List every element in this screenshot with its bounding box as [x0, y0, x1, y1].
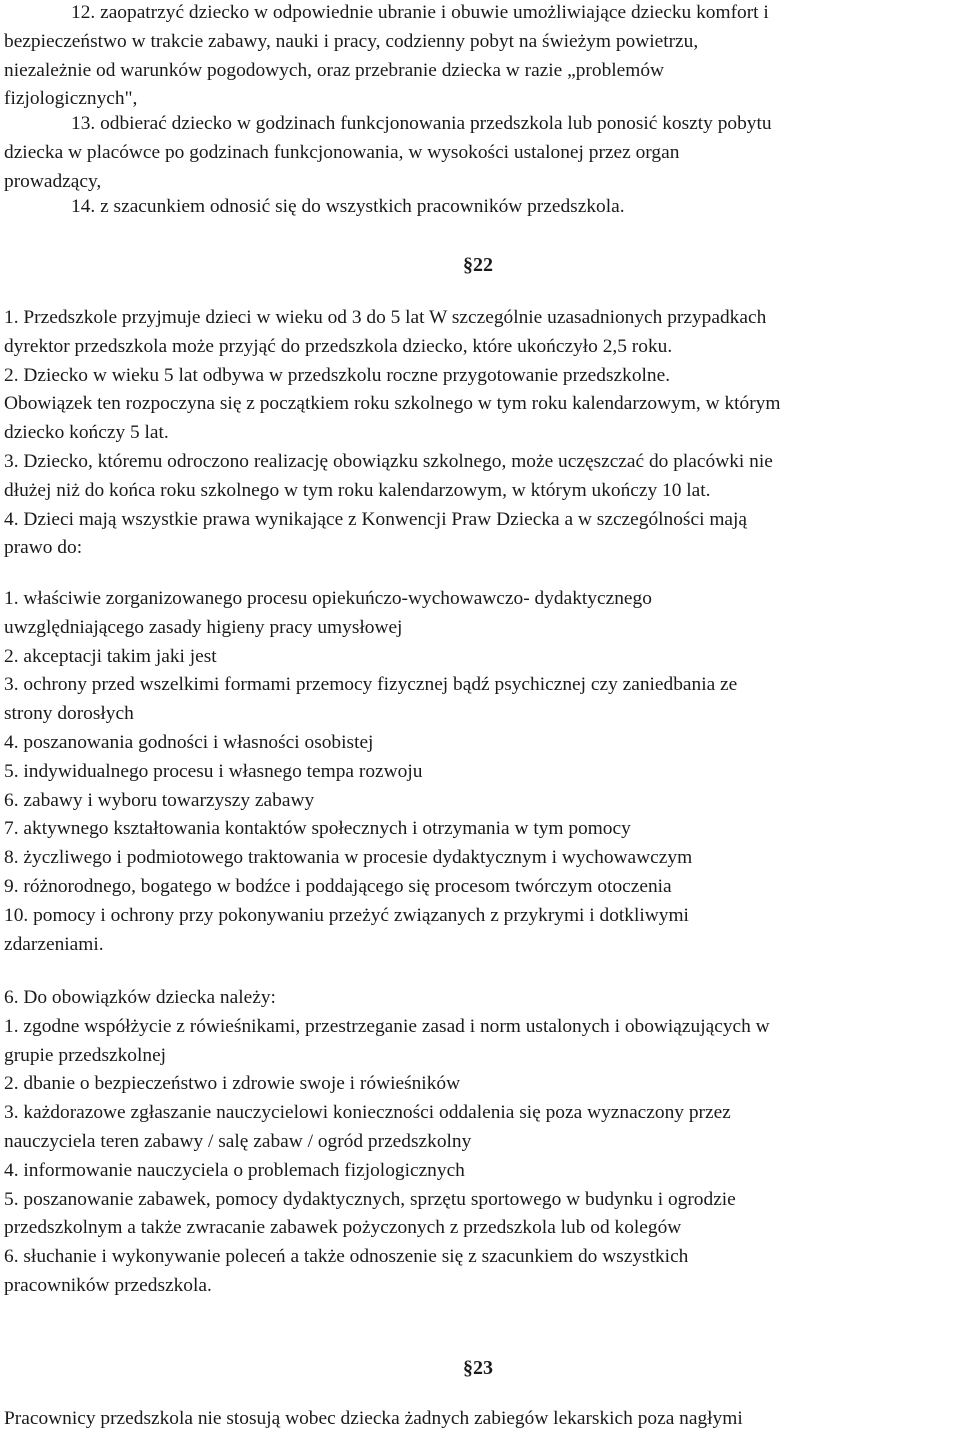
list-item: grupie przedszkolnej [4, 1044, 167, 1066]
list-item: 5. poszanowanie zabawek, pomocy dydaktycznych, sprzętu sportowego w budynku i ogrodzie [4, 1188, 736, 1210]
list-item: 3. ochrony przed wszelkimi formami przemocy fizycznej bądź psychicznej czy zaniedbania ze [4, 674, 738, 696]
text-line: prowadzący, [4, 170, 102, 192]
text-line: 14. z szacunkiem odnosić się do wszystkich pracowników przedszkola. [71, 196, 625, 217]
rights-list [4, 585, 959, 959]
section-heading-22 [463, 251, 493, 280]
list-item: 2. akceptacji takim jaki jest [4, 645, 217, 667]
list-item: 5. indywidualnego procesu i własnego tempa rozwoju [4, 760, 423, 782]
text-line: 1. Przedszkole przyjmuje dzieci w wieku od 3 do 5 lat W szczególnie uzasadnionych przypadkach [4, 307, 767, 328]
section-22-paragraph [4, 304, 959, 563]
section-23-paragraph [4, 1405, 959, 1434]
list-item: pracowników przedszkola. [4, 1274, 212, 1296]
list-item-14 [71, 193, 959, 222]
text-line: prawo do: [4, 537, 83, 559]
section-mark: § [463, 1357, 473, 1379]
text-line: Pracownicy przedszkola nie stosują wobec dziecka żadnych zabiegów lekarskich poza nagłymi [4, 1408, 743, 1429]
list-item-13-continuation [4, 139, 959, 197]
list-item: 7. aktywnego kształtowania kontaktów społecznych i otrzymania w tym pomocy [4, 818, 631, 840]
list-item-13 [71, 110, 959, 139]
list-item: 3. każdorazowe zgłaszanie nauczycielowi konieczności oddalenia się poza wyznaczony przez [4, 1102, 731, 1124]
list-item-12 [71, 0, 959, 28]
duties-list [4, 984, 959, 1301]
list-item: 1. zgodne współżycie z rówieśnikami, przestrzeganie zasad i norm ustalonych i obowiązujących w [4, 1015, 770, 1037]
text-line: bezpieczeństwo w trakcie zabawy, nauki i pracy, codzienny pobyt na świeżym powietrzu, [4, 30, 699, 52]
section-mark: § [463, 254, 473, 276]
section-heading-23 [463, 1354, 493, 1383]
text-line: dłużej niż do końca roku szkolnego w tym roku kalendarzowym, w którym ukończy 10 lat. [4, 479, 711, 501]
text-line: niezależnie od warunków pogodowych, oraz przebranie dziecka w razie „problemów [4, 59, 665, 81]
list-item: 6. Do obowiązków dziecka należy: [4, 987, 276, 1008]
text-line: Obowiązek ten rozpoczyna się z początkiem roku szkolnego w tym roku kalendarzowym, w którym [4, 393, 781, 415]
text-line: 4. Dzieci mają wszystkie prawa wynikające z Konwencji Praw Dziecka a w szczególności mają [4, 508, 747, 530]
text-line: dziecka w placówce po godzinach funkcjonowania, w wysokości ustalonej przez organ [4, 141, 680, 163]
list-item: 4. informowanie nauczyciela o problemach fizjologicznych [4, 1159, 465, 1181]
list-item: 2. dbanie o bezpieczeństwo i zdrowie swoje i rówieśników [4, 1073, 461, 1095]
list-item: strony dorosłych [4, 703, 134, 725]
list-item: 4. poszanowania godności i własności osobistej [4, 731, 374, 753]
list-item: 8. życzliwego i podmiotowego traktowania w procesie dydaktycznym i wychowawczym [4, 847, 693, 869]
list-item: 6. zabawy i wyboru towarzyszy zabawy [4, 789, 315, 811]
list-item: 9. różnorodnego, bogatego w bodźce i poddającego się procesom twórczym otoczenia [4, 875, 672, 897]
text-line: 13. odbierać dziecko w godzinach funkcjonowania przedszkola lub ponosić koszty pobytu [71, 113, 772, 134]
list-item: 10. pomocy i ochrony przy pokonywaniu przeżyć związanych z przykrymi i dotkliwymi [4, 904, 689, 926]
text-line: 12. zaopatrzyć dziecko w odpowiednie ubranie i obuwie umożliwiające dziecku komfort i [71, 2, 769, 23]
list-item: zdarzeniami. [4, 933, 104, 955]
list-item: nauczyciela teren zabawy / salę zabaw / ogród przedszkolny [4, 1130, 472, 1152]
text-line: 3. Dziecko, któremu odroczono realizację obowiązku szkolnego, może uczęszczać do placówki nie [4, 450, 773, 472]
list-item: uwzględniającego zasady higieny pracy umysłowej [4, 616, 403, 638]
text-line: fizjologicznych", [4, 88, 138, 110]
text-line: 2. Dziecko w wieku 5 lat odbywa w przedszkolu roczne przygotowanie przedszkolne. [4, 364, 671, 386]
list-item: 1. właściwie zorganizowanego procesu opiekuńczo-wychowawczo- dydaktycznego [4, 588, 652, 609]
section-number: 22 [473, 254, 493, 276]
text-line: dyrektor przedszkola może przyjąć do przedszkola dziecko, które ukończyło 2,5 roku. [4, 335, 673, 357]
list-item: przedszkolnym a także zwracanie zabawek pożyczonych z przedszkola lub od kolegów [4, 1217, 682, 1239]
text-line: dziecko kończy 5 lat. [4, 422, 169, 444]
list-item-12-continuation [4, 28, 959, 114]
list-item: 6. słuchanie i wykonywanie poleceń a także odnoszenie się z szacunkiem do wszystkich [4, 1246, 689, 1268]
section-number: 23 [473, 1357, 493, 1379]
